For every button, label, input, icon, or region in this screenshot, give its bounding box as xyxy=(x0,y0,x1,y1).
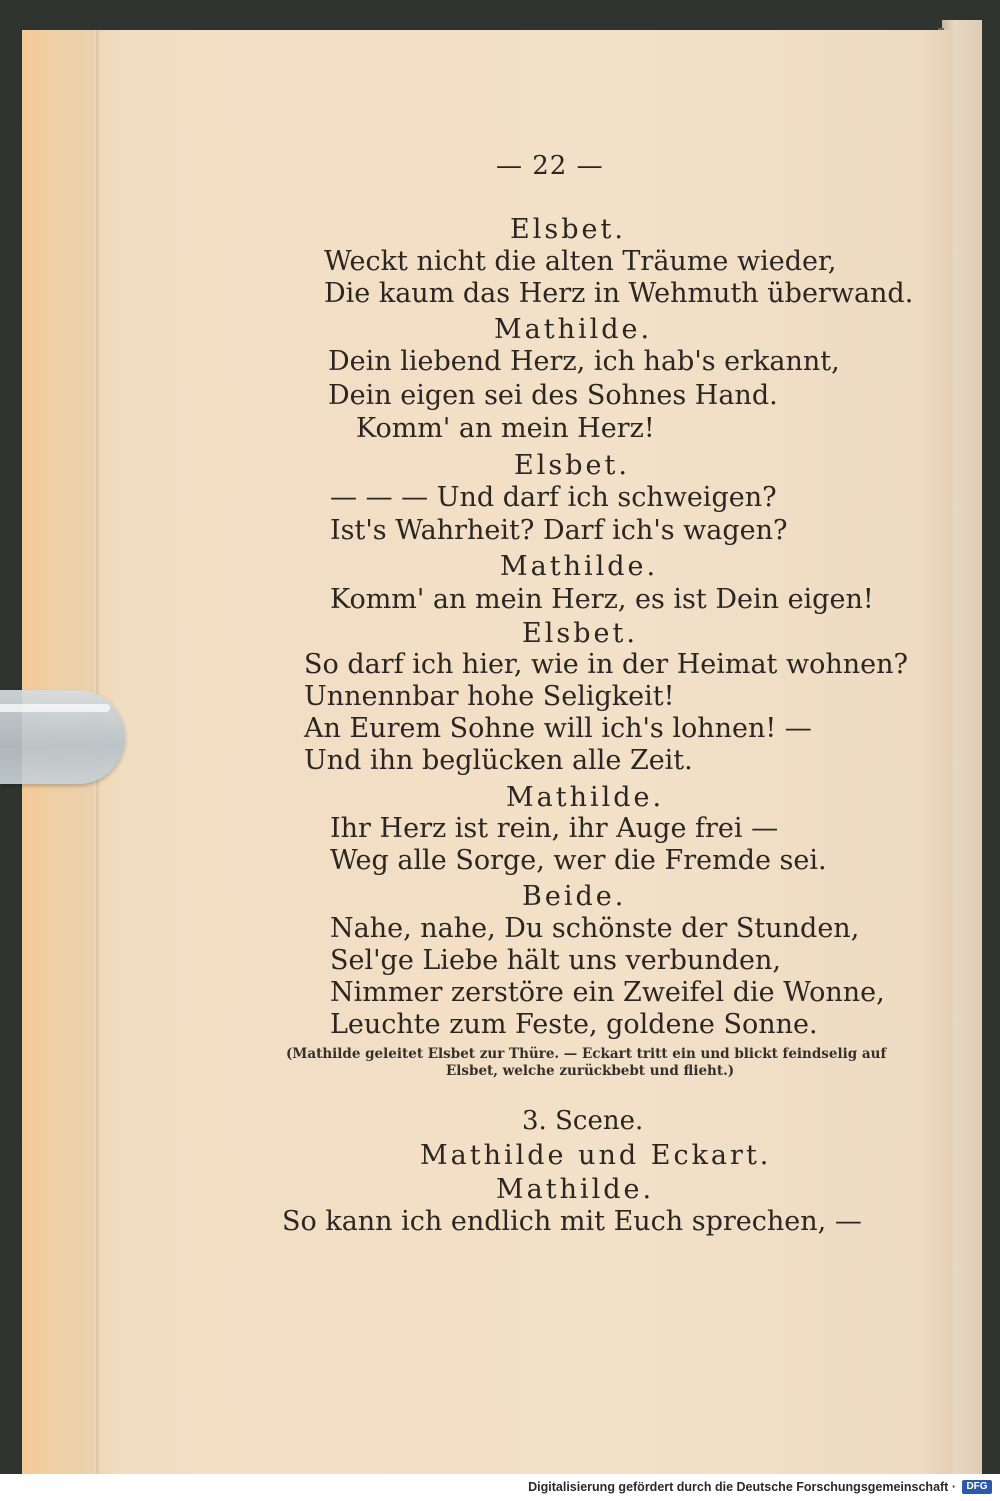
verse-line: Unnennbar hohe Seligkeit! xyxy=(304,681,675,712)
scene-characters: Mathilde und Eckart. xyxy=(420,1140,772,1171)
verse-line: Ihr Herz ist rein, ihr Auge frei — xyxy=(330,813,779,844)
speaker-heading: Mathilde. xyxy=(506,782,665,813)
dfg-logo: DFG xyxy=(962,1480,992,1494)
verse-line: Weg alle Sorge, wer die Fremde sei. xyxy=(330,845,827,876)
stage-direction-line: (Mathilde geleitet Elsbet zur Thüre. — Eckart tritt ein und blickt feindselig auf xyxy=(286,1046,887,1062)
clip-highlight xyxy=(0,704,110,712)
verse-line: Und ihn beglücken alle Zeit. xyxy=(304,745,693,776)
speaker-heading: Elsbet. xyxy=(510,214,626,245)
speaker-heading: Mathilde. xyxy=(494,314,653,345)
verse-line: Komm' an mein Herz! xyxy=(356,413,655,444)
page-number: — 22 — xyxy=(496,151,604,181)
verse-line: So kann ich endlich mit Euch sprechen, — xyxy=(282,1206,862,1237)
verse-line: Leuchte zum Feste, goldene Sonne. xyxy=(330,1009,818,1040)
verse-line: So darf ich hier, wie in der Heimat wohnen? xyxy=(304,649,908,680)
verse-line: Dein eigen sei des Sohnes Hand. xyxy=(328,380,778,411)
verse-line: Nahe, nahe, Du schönste der Stunden, xyxy=(330,913,860,944)
speaker-heading: Mathilde. xyxy=(496,1174,655,1205)
speaker-heading: Beide. xyxy=(522,881,627,912)
stage-direction-line: Elsbet, welche zurückbebt und flieht.) xyxy=(446,1063,735,1079)
verse-line: Sel'ge Liebe hält uns verbunden, xyxy=(330,945,781,976)
scene-title: 3. Scene. xyxy=(522,1106,644,1136)
verse-line: Ist's Wahrheit? Darf ich's wagen? xyxy=(330,515,788,546)
verse-line: — — — Und darf ich schweigen? xyxy=(330,482,777,513)
verse-line: Die kaum das Herz in Wehmuth überwand. xyxy=(324,278,914,309)
footer-bar xyxy=(0,1474,1000,1501)
verse-line: Komm' an mein Herz, es ist Dein eigen! xyxy=(330,584,874,615)
verse-line: Weckt nicht die alten Träume wieder, xyxy=(324,246,837,277)
speaker-heading: Elsbet. xyxy=(522,618,638,649)
verse-line: An Eurem Sohne will ich's lohnen! — xyxy=(304,713,812,744)
speaker-heading: Elsbet. xyxy=(514,450,630,481)
verse-line: Nimmer zerstöre ein Zweifel die Wonne, xyxy=(330,977,885,1008)
verse-line: Dein liebend Herz, ich hab's erkannt, xyxy=(328,346,840,377)
speaker-heading: Mathilde. xyxy=(500,551,659,582)
funding-notice: Digitalisierung gefördert durch die Deutsche Forschungsgemeinschaft · xyxy=(528,1480,956,1494)
